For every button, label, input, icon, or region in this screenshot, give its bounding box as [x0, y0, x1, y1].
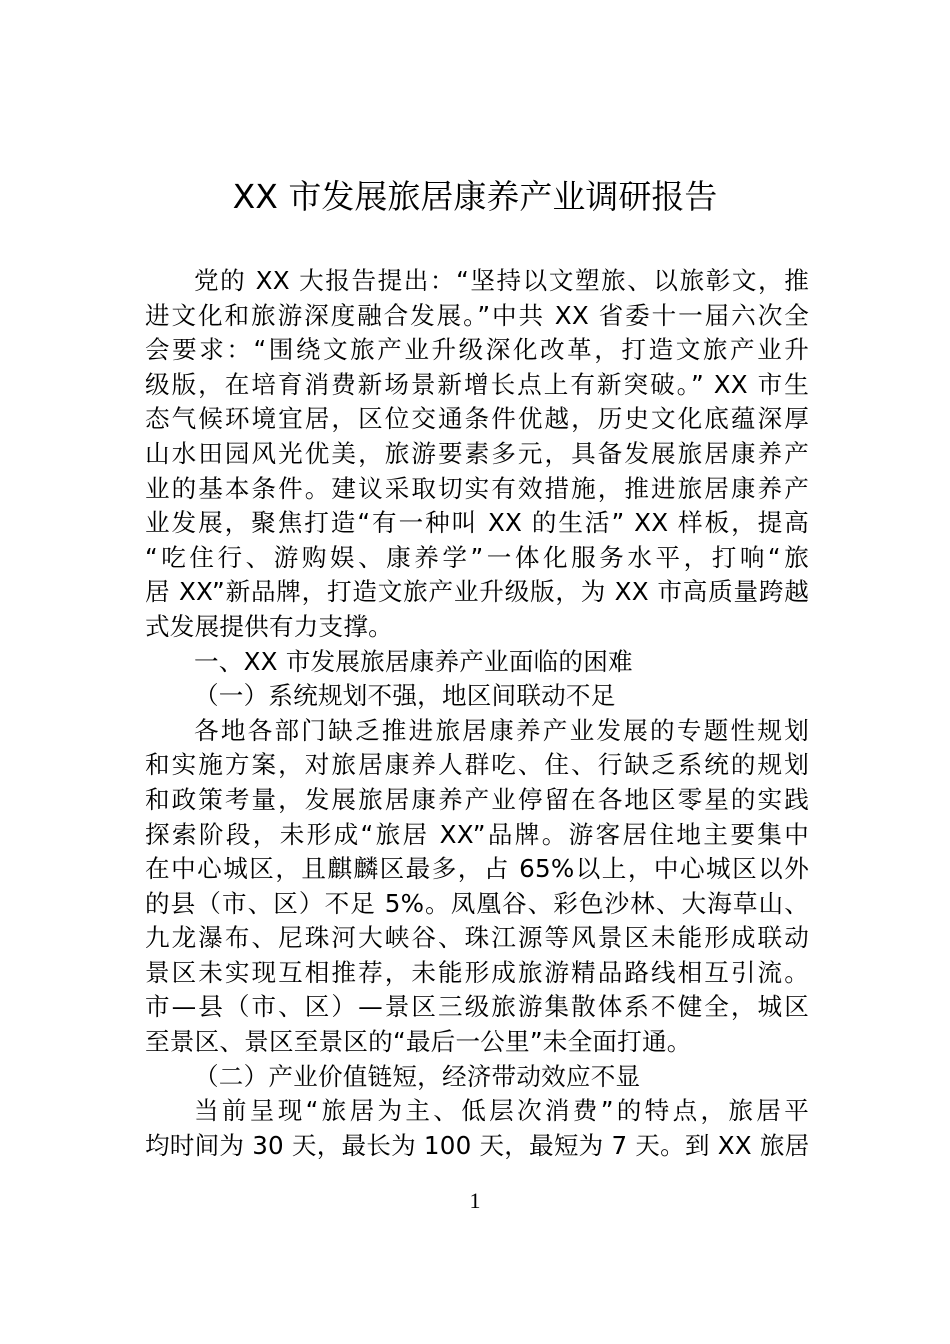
text-line: 式发展提供有力支撑。: [145, 611, 393, 641]
text-line: 会要求：“围绕文旅产业升级深化改革，打造文旅产业升: [145, 335, 809, 365]
text-line: “吃住行、游购娱、康养学”一体化服务水平，打响“旅: [145, 542, 809, 572]
document-body: [145, 264, 809, 1163]
text-line: 景区未实现互相推荐，未能形成旅游精品路线相互引流。: [145, 957, 809, 987]
text-line: 九龙瀑布、尼珠河大峡谷、珠江源等风景区未能形成联动: [145, 923, 809, 953]
page-number: 1: [469, 1188, 481, 1213]
text-line: 进文化和旅游深度融合发展。”中共 XX 省委十一届六次全: [145, 300, 809, 330]
text-line: 至景区、景区至景区的“最后一公里”未全面打通。: [145, 1027, 692, 1057]
text-line: 均时间为 30 天，最长为 100 天，最短为 7 天。到 XX 旅居: [145, 1130, 810, 1160]
text-line: 业的基本条件。建议采取切实有效措施，推进旅居康养产: [145, 473, 809, 503]
text-line: 党的 XX 大报告提出：“坚持以文塑旅、以旅彰文，推: [194, 266, 809, 295]
text-line: 各地各部门缺乏推进旅居康养产业发展的专题性规划: [194, 715, 809, 745]
text-line: 级版，在培育消费新场景新增长点上有新突破。” XX 市生: [145, 369, 809, 399]
text-line: 一、XX 市发展旅居康养产业面临的困难: [194, 646, 633, 676]
text-line: 在中心城区，且麒麟区最多，占 65%以上，中心城区以外: [145, 854, 809, 884]
text-line: 的县（市、区）不足 5%。凤凰谷、彩色沙林、大海草山、: [145, 888, 809, 918]
text-line: 山水田园风光优美，旅游要素多元，具备发展旅居康养产: [145, 438, 809, 468]
text-line: 和政策考量，发展旅居康养产业停留在各地区零星的实践: [145, 784, 809, 814]
text-line: 居 XX”新品牌，打造文旅产业升级版，为 XX 市高质量跨越: [145, 577, 809, 607]
document-title: XX 市发展旅居康养产业调研报告: [232, 177, 718, 216]
text-line: 市—县（市、区）—景区三级旅游集散体系不健全，城区: [145, 992, 809, 1022]
text-line: （一）系统规划不强，地区间联动不足: [194, 681, 616, 711]
text-line: （二）产业价值链短，经济带动效应不显: [194, 1061, 641, 1091]
text-line: 业发展，聚焦打造“有一种叫 XX 的生活” XX 样板，提高: [145, 508, 809, 538]
text-line: 探索阶段，未形成“旅居 XX”品牌。游客居住地主要集中: [145, 819, 809, 849]
text-line: 态气候环境宜居，区位交通条件优越，历史文化底蕴深厚: [145, 404, 809, 434]
text-line: 和实施方案，对旅居康养人群吃、住、行缺乏系统的规划: [145, 750, 809, 780]
text-line: 当前呈现“旅居为主、低层次消费”的特点，旅居平: [194, 1096, 809, 1126]
